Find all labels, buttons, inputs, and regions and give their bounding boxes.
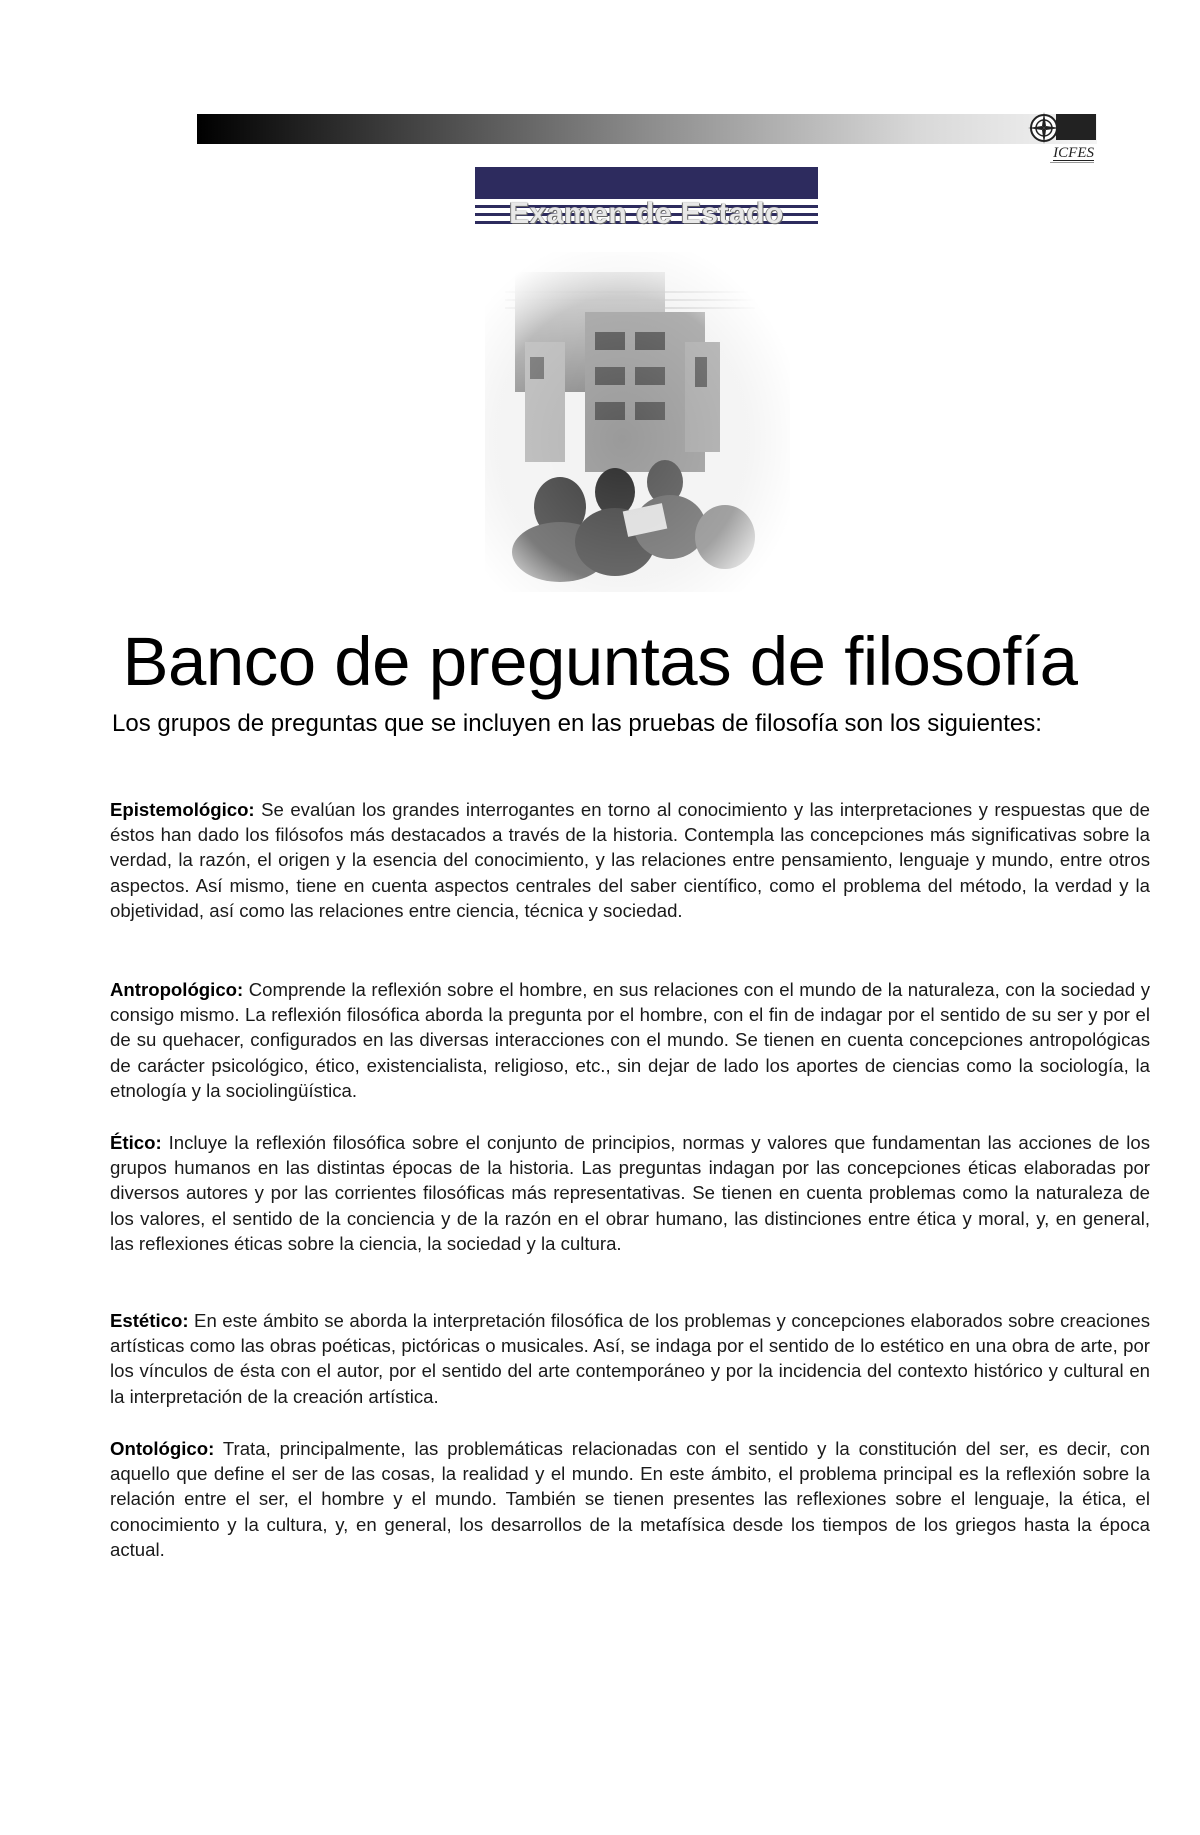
section-heading: Ético:	[110, 1132, 162, 1153]
exam-banner	[475, 167, 818, 233]
section-body: Comprende la reflexión sobre el hombre, en sus relaciones con el mundo de la naturaleza, con la sociedad y consigo mismo. La reflexión filosófica aborda la pregunta por el hombre, con el fin de indagar por el sentido de su ser y por el de su quehacer, configurados en las diversas interacciones con el mundo. Se tienen en cuenta concepciones antropológicas de carácter psicológico, ético, existencialista, religioso, etc., sin dejar de lado los aportes de ciencias como la sociología, la etnología y la sociolingüística.	[110, 979, 1150, 1101]
section-heading: Antropológico:	[110, 979, 244, 1000]
section-body: Incluye la reflexión filosófica sobre el conjunto de principios, normas y valores que fundamentan las acciones de los grupos humanos en las distintas épocas de la historia. Las preguntas indagan por las concepciones éticas elaboradas por diversos autores y por las corrientes filosóficas más representativas. Se tienen en cuenta problemas como la naturaleza de los valores, el sentido de la conciencia y de la razón en el obrar humano, las distinciones entre ética y moral, y, en general, las reflexiones éticas sobre la ciencia, la sociedad y la cultura.	[110, 1132, 1150, 1254]
section-antropologico	[110, 977, 1150, 1103]
logo-underline	[1050, 162, 1094, 165]
header-gradient-bar	[197, 114, 1097, 144]
section-body: En este ámbito se aborda la interpretación filosófica de los problemas y concepciones elaborados sobre creaciones artísticas como las obras poéticas, pictóricas o musicales. Así, se indaga por el sentido de lo estético en una obra de arte, por los vínculos de ésta con el autor, por el sentido del arte contemporáneo y por la incidencia del contexto histórico y cultural en la interpretación de la creación artística.	[110, 1310, 1150, 1407]
compass-rose-icon	[1026, 110, 1062, 146]
section-etico	[110, 1130, 1150, 1256]
banner-title: Examen de Estado	[509, 197, 784, 230]
section-estetico	[110, 1308, 1150, 1409]
section-body: Trata, principalmente, las problemáticas relacionadas con el sentido y la constitución del ser, es decir, con aquello que define el ser de las cosas, la realidad y el mundo. En este ámbito, el problema principal es la reflexión sobre la relación entre el ser, el hombre y el mundo. También se tienen presentes las reflexiones sobre el lenguaje, la ética, el conocimiento y la cultura, y, en general, los desarrollos de la metafísica desde los tiempos de los griegos hasta la época actual.	[110, 1438, 1150, 1560]
logo-text: ICFES	[1053, 145, 1094, 161]
page-title: Banco de preguntas de filosofía	[122, 623, 1078, 700]
section-heading: Ontológico:	[110, 1438, 215, 1459]
logo-dark-box	[1056, 114, 1096, 140]
section-heading: Estético:	[110, 1310, 189, 1331]
banner-navy-block	[475, 167, 818, 199]
section-epistemologico	[110, 797, 1150, 923]
section-body: Se evalúan los grandes interrogantes en torno al conocimiento y las interpretaciones y respuestas que de éstos han dado los filósofos más destacados a través de la historia. Contempla las concepciones más significativas sobre la verdad, la razón, el origen y la esencia del conocimiento, y las relaciones entre pensamiento, lenguaje y mundo, entre otros aspectos. Así mismo, tiene en cuenta aspectos centrales del saber científico, como el problema del método, la verdad y la objetividad, así como las relaciones entre ciencia, técnica y sociedad.	[110, 799, 1150, 921]
students-campus-photo	[485, 252, 790, 592]
icfes-logo	[1022, 110, 1096, 166]
section-ontologico	[110, 1436, 1150, 1562]
intro-text: Los grupos de preguntas que se incluyen en las pruebas de filosofía son los siguientes:	[112, 710, 1042, 737]
section-heading: Epistemológico:	[110, 799, 255, 820]
